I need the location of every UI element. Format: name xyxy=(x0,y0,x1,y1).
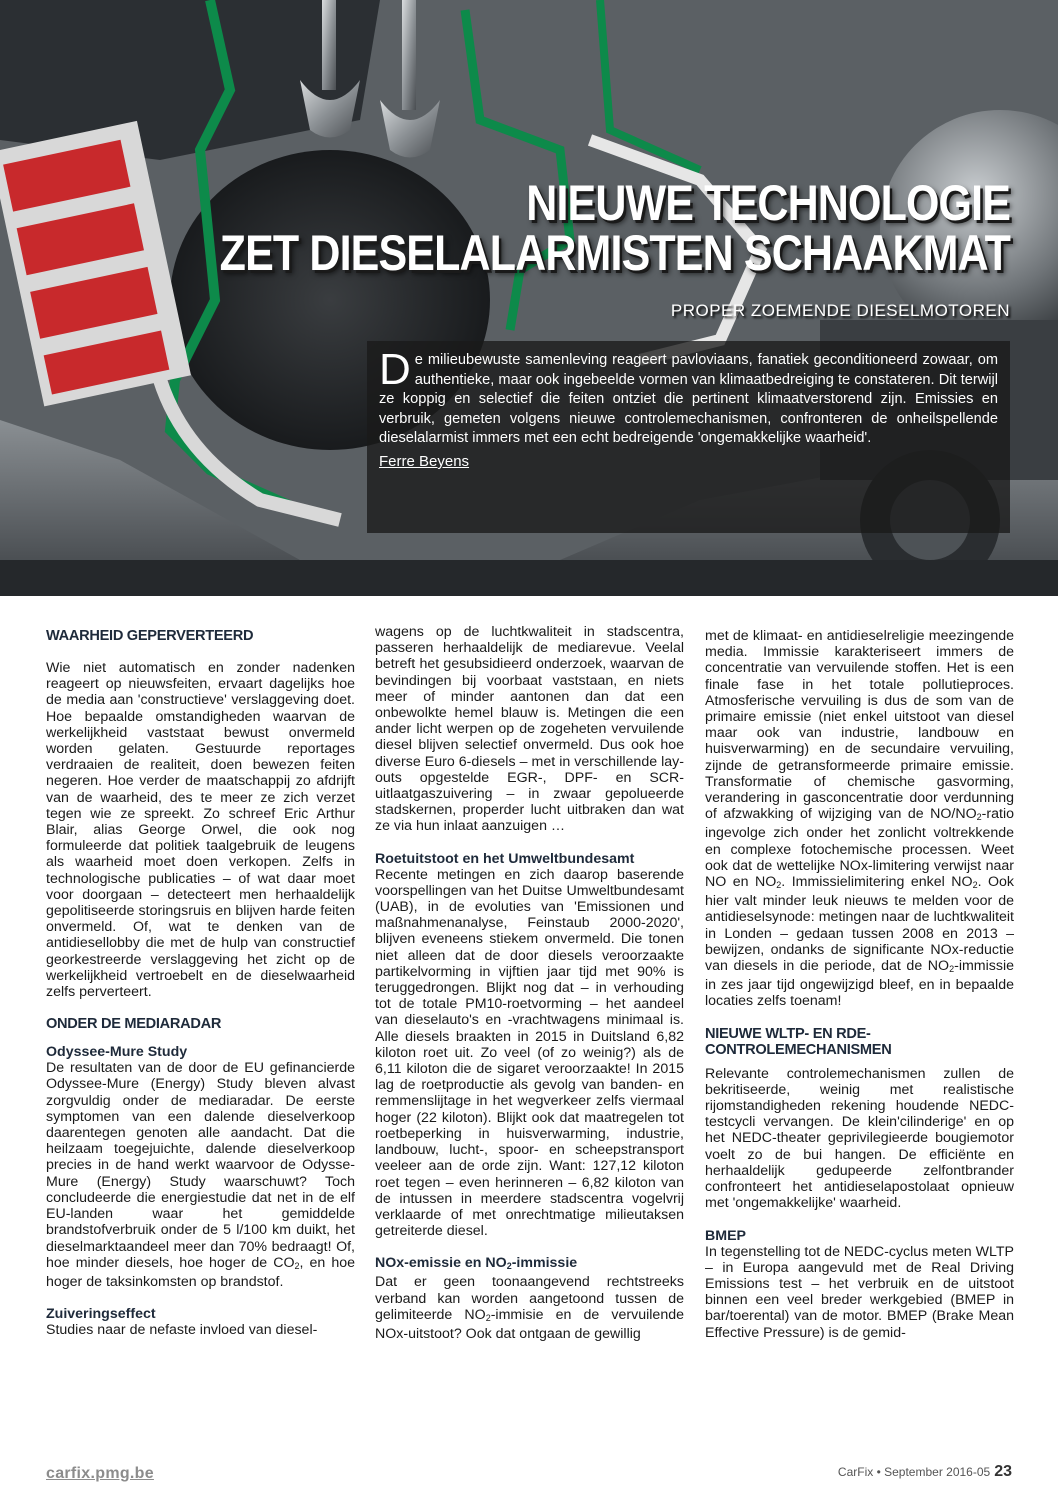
headline-line-1: NIEUWE TECHNOLOGIE xyxy=(526,175,1010,231)
intro-paragraph xyxy=(379,345,998,449)
paragraph-text: -ratio ingevolge zich onder het zonlicht voltrekkende en complexe fotochemische processen. Weet ook dat de wettelijke NOx-limitering verwijst naar NO en NO xyxy=(705,806,1014,891)
paragraph: In tegenstelling tot de NEDC-cyclus meten WLTP – in Europa aangevuld met de Real Driving Emissions test – het verbruik en de uitstoot binnen een veel breder werkgebied (BMEP in bar/toerental) van de motor. BMEP (Brake Mean Effective Pressure) is de gemid- xyxy=(705,1243,1014,1341)
author-link[interactable]: Ferre Beyens xyxy=(379,452,470,470)
paragraph-text: , en hoe hoger de taksinkomsten op brandstof. xyxy=(46,1254,355,1290)
column-2 xyxy=(375,624,684,1342)
subscript: 2 xyxy=(485,1312,491,1323)
paragraph-text: Dat er geen toonaangevend rechtstreeks verband kan worden aangetoond tussen de gelimiteerde NO xyxy=(375,1274,684,1323)
subscript: 2 xyxy=(506,1261,512,1272)
article-headline xyxy=(219,175,1010,281)
subheading-text: -immissie xyxy=(511,1255,578,1272)
paragraph: Wie niet automatisch en zonder nadenken reageert op nieuwsfeiten, ervaart dagelijks hoe de media aan 'constructieve' verslaggeving doet. Hoe bepaalde omstandigheden waarvan de werkelijkheid vaststaat bewust onvermeld worden gelaten. Gestuurde reportages verdraaien de realiteit, doen bewezen feiten negeren. Hoe verder de maatschappij zo afdrijft van de waarheid, des te meer ze zich verzet tegen wie ze spreekt. Zo schreef Eric Arthur Blair, alias George Orwel, die ook nog formuleerde dat politiek taalgebruik de leugens als waarheid moet doen verkopen. Zelfs in technologische publicaties – of wat daar moet voor doorgaan – detecteert men herhaaldelijk gepolitiseerde storingsruis en blijven harde feiten onvermeld. Of, wat te denken van de antidiesellobby die met de hulp van constructief georkestreerde verslaggeving het zicht op de werkelijkheid vertroebelt en de dieselwaarheid zelfs perverteert. xyxy=(46,660,355,1001)
paragraph: Relevante controlemechanismen zullen de bekritiseerde, weinig met realistische rijomstandigheden rekening houdende NEDC-testcycli vervangen. De klein'cilinderige' en op het NEDC-theater geprivilegieerde bougiemotor voelt zo de bui hangen. De efficiënte en herhaaldelijk gedupeerde zelfontbrander confronteert het antidieselapostolaat opnieuw met 'ongemakkelijke' waarheid. xyxy=(705,1065,1014,1212)
subheading-text: NOx-emissie en NO xyxy=(375,1255,507,1272)
issue-label: CarFix • September 2016-05 xyxy=(837,1465,991,1479)
headline-line-2: ZET DIESELALARMISTEN SCHAAKMAT xyxy=(219,225,1010,281)
paragraph xyxy=(705,628,1014,1010)
section-heading-mediaradar: ONDER DE MEDIARADAR xyxy=(46,1016,222,1033)
paragraph-text: . Ook hier valt minder leuk nieuws te melden voor de antidieselsynode: metingen naar de luchtkwaliteit in Londen – gedaan tussen 2008 en 2013 – bewijzen, ondanks de significante NOx-reductie van diesels in die periode, dat de NO xyxy=(705,874,1015,975)
subheading-roetuitstoot: Roetuitstoot en het Umweltbundesamt xyxy=(375,850,635,867)
intro-text: e milieubewuste samenleving reageert pavloviaans, fanatiek geconditioneerd zowaar, om authentieke, maar ook ingebeelde vormen van klimaatbedreiging te constateren. Dit terwijl ze koppig en selectief die feiten ontziet die pertinent klimaatverstorend zijn. Emissies en verbruik, gemeten volgens nieuwe controlemechanismen, confronteren de onheilspellende dieselalarmist immers met een echt bedreigende 'ongemakkelijke waarheid'. xyxy=(379,352,998,447)
subscript: 2 xyxy=(949,964,955,975)
section-heading-wltp: NIEUWE WLTP- EN RDE-CONTROLEMECHANISMEN xyxy=(705,1025,892,1058)
paragraph: Recente metingen en zich daarop baserende voorspellingen van het Duitse Umweltbundesamt (UAB), in de evoluties van 'Emissionen und maßnahmenanalyse, Feinstaub 2000-2020', blijven eveneens stiekem onvermeld. Die tonen niet alleen dat de door diesels veroorzaakte partikelvorming in vijftien jaar tijd met 90% is teruggedrongen. Blijkt nog dat – in verhouding tot de totale PM10-roetvorming – het aandeel van dieselauto's en -vrachtwagens minimaal is. Alle diesels braakten in 2015 in Duitsland 6,82 kiloton roet uit. Zo veel (of zo weinig?) als de 6,11 kiloton die de sigaret veroorzaakte! In 2015 lag de roetproductie als gevolg van banden- en remmenslijtage in het wegverkeer zelfs viermaal hoger (22 kiloton). Blijkt ook dat maatregelen tot roetbeperking in huisverwarming, industrie, landbouw, lucht-, spoor- en scheepstransport veeleer aan de orde zijn. Want: 127,12 kiloton roet tegen – even herinneren – 6,82 kiloton van de intussen in meerdere stadscentra vogelvrij verklaarde of met onrechtmatige milieutaksen getreiterde diesel. xyxy=(375,866,684,1240)
column-1 xyxy=(46,628,355,1338)
paragraph-text: -immisie en de vervuilende NOx-uitstoot? Ook dat ontgaan de gewillig xyxy=(375,1306,684,1342)
footer-site-link[interactable]: carfix.pmg.be xyxy=(46,1465,154,1482)
subheading-zuiveringseffect: Zuiveringseffect xyxy=(46,1306,156,1323)
section-heading-waarheid: WAARHEID GEPERVERTEERD xyxy=(46,628,254,644)
subheading-odyssee: Odyssee-Mure Study xyxy=(46,1044,188,1061)
paragraph-text: . Immissielimitering enkel NO xyxy=(781,874,973,891)
subscript: 2 xyxy=(976,812,982,823)
paragraph xyxy=(375,1274,684,1342)
paragraph-text: De resultaten van de door de EU gefinancierde Odyssee-Mure (Energy) Study bleven alvast zorgvuldig onder de mediaradar. De eerste symptomen van een dalende dieselverkoop daarentegen genoten alle aandacht. Dat die heilzaam toegejuichte, dalende dieselverkoop precies in de hand werkt waarvoor de Odysse-Mure (Energy) Study waarschuwt? Toch concludeerde die energiestudie dat net in de elf EU-landen waar het gemiddelde brandstofverbruik onder de 5 l/100 km duikt, het dieselmarktaandeel meer dan 70% bedraagt! Of, hoe minder diesels, hoe hoger de CO xyxy=(46,1060,355,1271)
paragraph-text: met de klimaat- en antidieselreligie meezingende media. Immissie karakteriseert immers de concentratie van vervuilende stoffen. Het is een finale fase in het totale pollutieproces. Atmosferische vervuiling is dus de som van de primaire emissie (niet enkel uitstoot van diesel maar ook van industrie, landbouw en huisverwarming) en de secundaire vervuiling, zijnde de getransformeerde primaire emissie. Transformatie of chemische gasvorming, verandering in gasconcentratie door verdunning of afzwakking of wijziging van de NO/NO xyxy=(705,628,1014,823)
paragraph: Studies naar de nefaste invloed van diesel- xyxy=(46,1322,318,1339)
subheading-nox xyxy=(375,1255,684,1274)
drop-cap: D xyxy=(379,345,411,394)
page-number: 23 xyxy=(994,1463,1012,1480)
paragraph: wagens op de luchtkwaliteit in stadscentra, passeren herhaaldelijk de mediarevue. Veelal betreft het gesubsidieerd onderzoek, waarvan de bevindingen bij voorbaat vaststaan, en niets meer of minder aantonen dan dat een onbewolkte hemel blauw is. Metingen die een ander licht werpen op de zogeheten vervuilende diesel blijven selectief onvermeld. Dus ook hoe diverse Euro 6-diesels – met in verschillende lay-outs opgestelde EGR-, DPF- en SCR-uitlaatgaszuivering – in zwaar gepolueerde stadskernen, properder lucht uitbraken dan wat ze via hun inlaat aanzuigen … xyxy=(375,624,684,835)
intro-box xyxy=(367,341,1010,533)
paragraph xyxy=(46,1060,355,1290)
article-subheadline: PROPER ZOEMENDE DIESELMOTOREN xyxy=(670,301,1010,320)
column-3 xyxy=(705,628,1014,1341)
hero-banner xyxy=(0,0,1058,596)
paragraph-text: -immissie in zes jaar tijd ongewijzigd bleef, en in bepaalde locaties zelfs toenam! xyxy=(705,958,1014,1010)
subscript: 2 xyxy=(776,880,782,891)
subheading-bmep: BMEP xyxy=(705,1227,746,1244)
subscript: 2 xyxy=(972,880,978,891)
subscript: 2 xyxy=(294,1260,300,1271)
footer-issue xyxy=(838,1463,1012,1481)
